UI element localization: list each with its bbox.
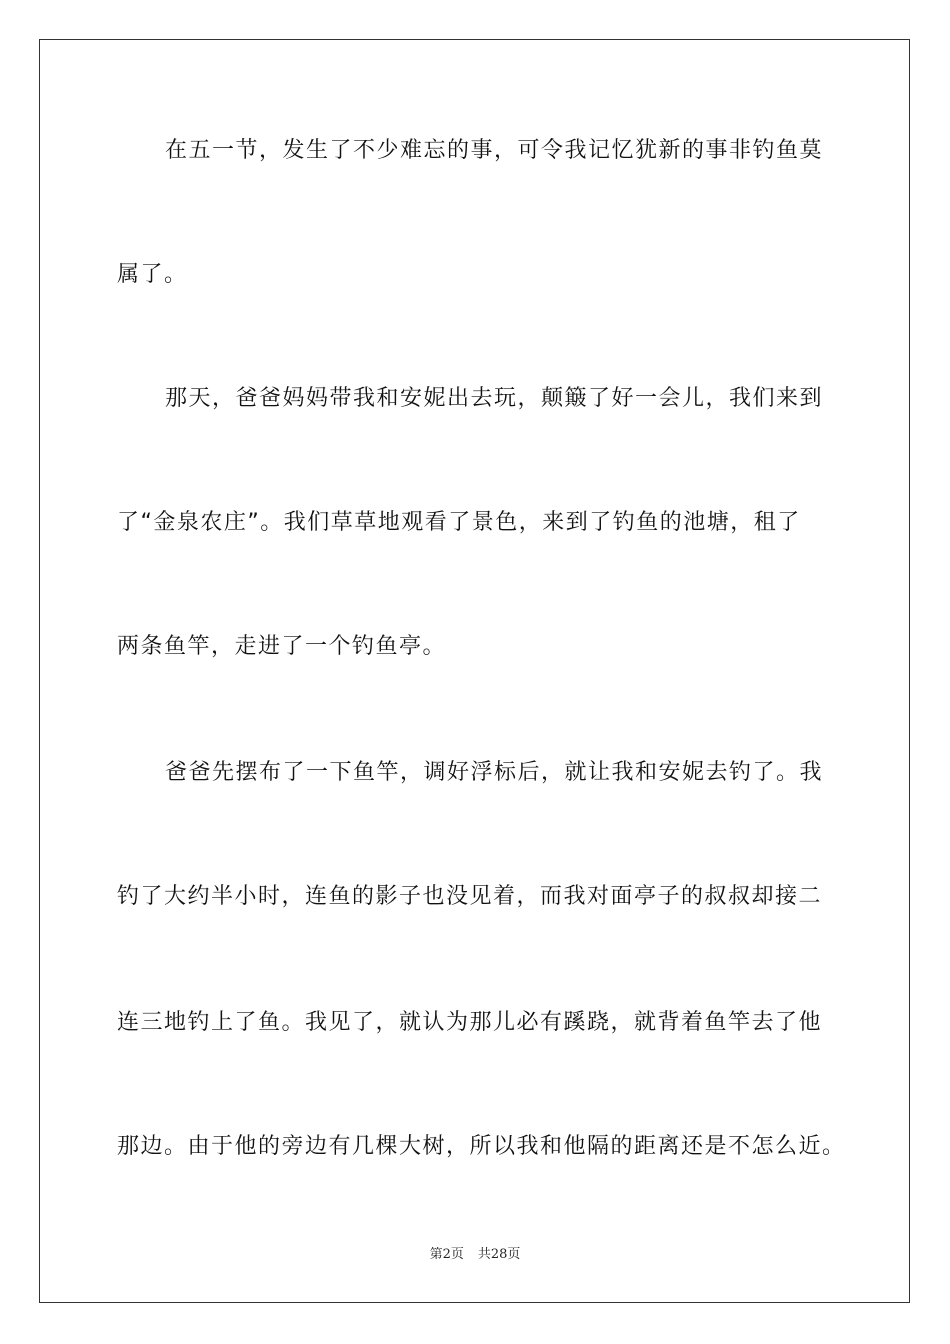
page-footer [0, 1246, 950, 1264]
text-line: 两条鱼竿，走进了一个钓鱼亭。 [117, 634, 447, 659]
text-line: 爸爸先摆布了一下鱼竿，调好浮标后，就让我和安妮去钓了。我 [165, 760, 824, 785]
text-line: 钓了大约半小时，连鱼的影子也没见着，而我对面亭子的叔叔却接二 [117, 884, 823, 909]
text-line: 连三地钓上了鱼。我见了，就认为那儿必有蹊跷，就背着鱼竿去了他 [117, 1010, 823, 1035]
text-line: 属了。 [117, 262, 188, 287]
page-total: 共28页 [477, 1247, 521, 1262]
text-line: 那天，爸爸妈妈带我和安妮出去玩，颠簸了好一会儿，我们来到 [165, 386, 824, 411]
page-border [39, 39, 910, 1303]
text-line: 在五一节，发生了不少难忘的事，可令我记忆犹新的事非钓鱼莫 [165, 138, 824, 163]
text-line: 了“金泉农庄”。我们草草地观看了景色，来到了钓鱼的池塘，租了 [117, 510, 801, 535]
page-number: 第2页 [429, 1247, 464, 1262]
text-line: 那边。由于他的旁边有几棵大树，所以我和他隔的距离还是不怎么近。 [117, 1134, 846, 1159]
